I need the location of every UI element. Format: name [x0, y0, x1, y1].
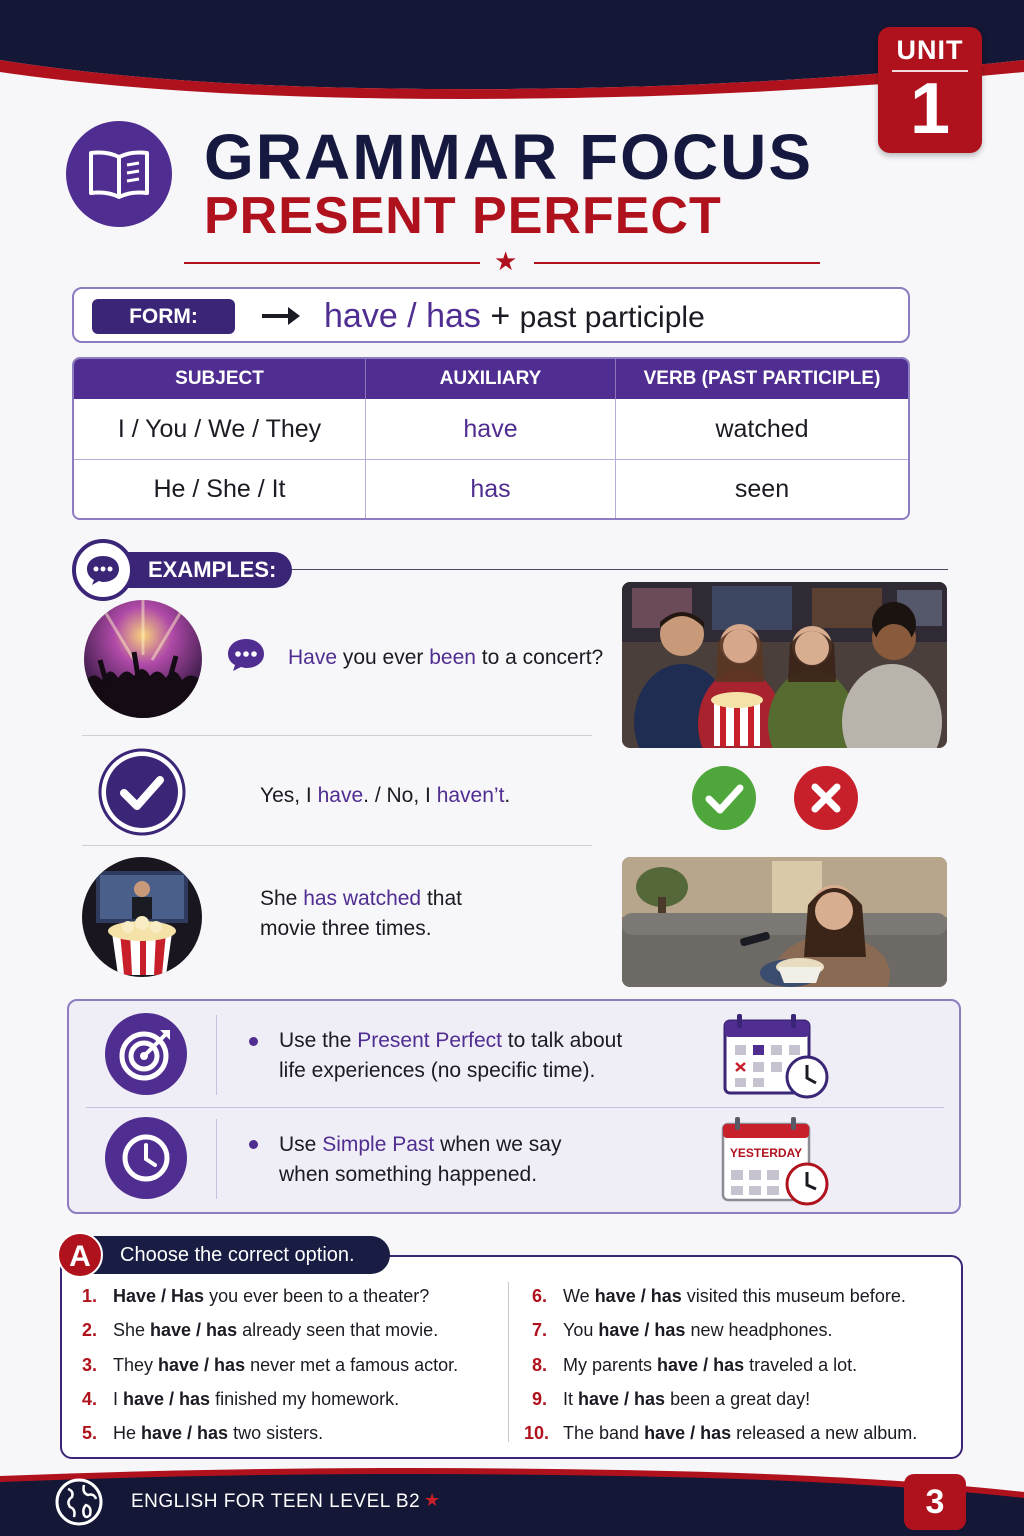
- rule-divider: [216, 1015, 217, 1095]
- form-have-has: have / has: [324, 297, 481, 335]
- item-text: been a great day!: [665, 1389, 811, 1409]
- item-number: 8.: [532, 1355, 548, 1375]
- item-number: 9.: [532, 1389, 548, 1409]
- ex3-line-2: movie three times.: [260, 917, 432, 940]
- item-text: I: [113, 1389, 124, 1409]
- item-text: We: [563, 1286, 595, 1306]
- ex1-text: you ever: [337, 646, 430, 669]
- movie-popcorn-photo: [82, 857, 202, 977]
- rule-present-perfect: [279, 1026, 622, 1086]
- rule1-text: Use the: [279, 1029, 358, 1052]
- rule1-text-end: to talk about: [501, 1029, 623, 1052]
- ex1-text-end: to a concert?: [475, 646, 604, 669]
- header-auxiliary: AUXILIARY: [366, 359, 616, 399]
- cell-verb: watched: [715, 414, 809, 443]
- header-subject: SUBJECT: [74, 359, 366, 399]
- ex2-have: have: [317, 784, 364, 807]
- unit-badge: [878, 27, 982, 153]
- item-options[interactable]: have / has: [141, 1423, 229, 1443]
- header-verb: VERB (PAST PARTICIPLE): [643, 368, 881, 389]
- rule-simple-past: [279, 1130, 561, 1190]
- ex2-text-end: .: [504, 784, 511, 807]
- x-icon: [794, 766, 858, 835]
- item-number: 10.: [524, 1423, 550, 1443]
- cell-subject: I / You / We / They: [74, 399, 366, 459]
- item-text: released a new album.: [731, 1423, 918, 1443]
- rule-divider: [216, 1119, 217, 1199]
- footer-course-title: ENGLISH FOR TEEN LEVEL B2: [131, 1491, 421, 1512]
- item-text: It: [563, 1389, 579, 1409]
- grammar-table: [72, 357, 910, 520]
- clock-icon: [105, 1117, 187, 1199]
- item-number: 7.: [532, 1320, 548, 1340]
- exercise-item: [532, 1353, 857, 1377]
- unit-number: 1: [909, 69, 951, 149]
- item-options[interactable]: Have / Has: [113, 1286, 205, 1306]
- page-title: GRAMMAR FOCUS: [204, 121, 814, 193]
- chat-bubble-icon: [226, 637, 266, 678]
- item-text: already seen that movie.: [237, 1320, 439, 1340]
- exercise-item: [82, 1318, 438, 1342]
- cell-verb: seen: [734, 475, 790, 503]
- cell-auxiliary: have: [366, 399, 616, 459]
- item-text: You: [563, 1320, 599, 1340]
- page-subtitle: PRESENT PERFECT: [204, 187, 722, 245]
- item-number: 4.: [82, 1389, 98, 1409]
- rule2-keyword: Simple Past: [322, 1133, 435, 1156]
- rule1-keyword: Present Perfect: [357, 1029, 502, 1052]
- cell-subject: He / She / It: [74, 460, 366, 519]
- examples-rule: [292, 569, 948, 570]
- chat-bubble-icon: [72, 539, 134, 601]
- item-number: 5.: [82, 1423, 98, 1443]
- ex3-text: She: [260, 887, 304, 910]
- example-3: [260, 884, 462, 944]
- item-text: finished my homework.: [210, 1389, 400, 1409]
- item-options[interactable]: have / has: [123, 1389, 211, 1409]
- girl-sofa-photo: [622, 857, 947, 987]
- rule2-text: Use: [279, 1133, 323, 1156]
- item-text: traveled a lot.: [744, 1355, 858, 1375]
- table-row: [74, 399, 908, 459]
- table-header: [74, 359, 908, 399]
- form-past-participle: past participle: [519, 301, 705, 334]
- table-row: [74, 459, 908, 519]
- exercise-item: [532, 1387, 810, 1411]
- item-text: She: [113, 1320, 151, 1340]
- exercise-item: [82, 1353, 458, 1377]
- concert-photo: [84, 600, 202, 718]
- item-text: you ever been to a theater?: [204, 1286, 430, 1306]
- item-options[interactable]: have / has: [644, 1423, 732, 1443]
- ex2-havent: haven’t: [436, 784, 505, 807]
- title-divider-right: [534, 262, 820, 264]
- item-number: 3.: [82, 1355, 98, 1375]
- item-options[interactable]: have / has: [598, 1320, 686, 1340]
- cell-auxiliary: has: [366, 460, 616, 519]
- item-options[interactable]: have / has: [578, 1389, 666, 1409]
- rule2-line-2: when something happened.: [279, 1163, 538, 1186]
- item-text: new headphones.: [685, 1320, 833, 1340]
- rule1-line-2: life experiences (no specific time).: [279, 1059, 596, 1082]
- item-number: 6.: [532, 1286, 548, 1306]
- book-icon: [66, 121, 172, 227]
- ex3-text-end: that: [421, 887, 462, 910]
- example-1: [288, 643, 603, 673]
- item-text: The band: [563, 1423, 645, 1443]
- exercise-item: [532, 1318, 833, 1342]
- example-separator: [82, 845, 592, 846]
- item-options[interactable]: have / has: [594, 1286, 682, 1306]
- exercise-item: [82, 1284, 429, 1308]
- rule-bullet: [249, 1140, 258, 1149]
- examples-label: EXAMPLES:: [108, 552, 292, 588]
- form-formula: [324, 295, 705, 339]
- calendar-clock-icon: [723, 1013, 833, 1108]
- example-2: [260, 781, 510, 811]
- checkmark-icon: [98, 748, 186, 841]
- exercise-item: [82, 1387, 399, 1411]
- target-icon: [105, 1013, 187, 1095]
- item-options[interactable]: have / has: [158, 1355, 246, 1375]
- ex1-been: been: [429, 646, 476, 669]
- ex3-has-watched: has watched: [303, 887, 422, 910]
- form-plus: +: [490, 297, 511, 335]
- rule2-text-end: when we say: [434, 1133, 562, 1156]
- item-text: two sisters.: [228, 1423, 324, 1443]
- ex2-text: Yes, I: [260, 784, 318, 807]
- green-check-icon: [692, 766, 756, 835]
- ex1-have: Have: [288, 646, 338, 669]
- item-options[interactable]: have / has: [657, 1355, 745, 1375]
- item-text: never met a famous actor.: [245, 1355, 459, 1375]
- ex2-text-mid: . / No, I: [363, 784, 437, 807]
- rule1-line-1: [279, 1026, 622, 1056]
- form-label: FORM:: [92, 299, 235, 334]
- example-separator: [82, 735, 592, 736]
- column-separator: [508, 1282, 509, 1442]
- exercise-item: [82, 1421, 323, 1445]
- item-number: 1.: [82, 1286, 98, 1306]
- rule2-line-1: [279, 1130, 561, 1160]
- friends-popcorn-photo: [622, 582, 947, 748]
- form-bar: [72, 287, 910, 343]
- unit-label: UNIT: [892, 35, 968, 72]
- calendar-yesterday-label: YESTERDAY: [729, 1146, 803, 1160]
- rule-bullet: [249, 1037, 258, 1046]
- exercise-item: [524, 1421, 917, 1445]
- top-banner: [0, 0, 1024, 110]
- item-number: 2.: [82, 1320, 98, 1340]
- star-icon: ★: [424, 1490, 441, 1510]
- item-text: visited this museum before.: [681, 1286, 906, 1306]
- globe-icon: [54, 1477, 104, 1527]
- page-number: 3: [904, 1474, 966, 1530]
- exercise-item: [532, 1284, 906, 1308]
- star-icon: ★: [494, 246, 518, 276]
- item-text: My parents: [563, 1355, 658, 1375]
- exercise-letter: A: [57, 1232, 103, 1278]
- title-divider-left: [184, 262, 480, 264]
- arrow-right-icon: [260, 297, 304, 343]
- usage-rules-box: [67, 999, 961, 1214]
- item-text: He: [113, 1423, 142, 1443]
- item-options[interactable]: have / has: [150, 1320, 238, 1340]
- item-text: They: [113, 1355, 159, 1375]
- yesterday-calendar-icon: [721, 1116, 833, 1208]
- ex3-line-1: [260, 884, 462, 914]
- exercise-instruction: Choose the correct option.: [80, 1236, 390, 1274]
